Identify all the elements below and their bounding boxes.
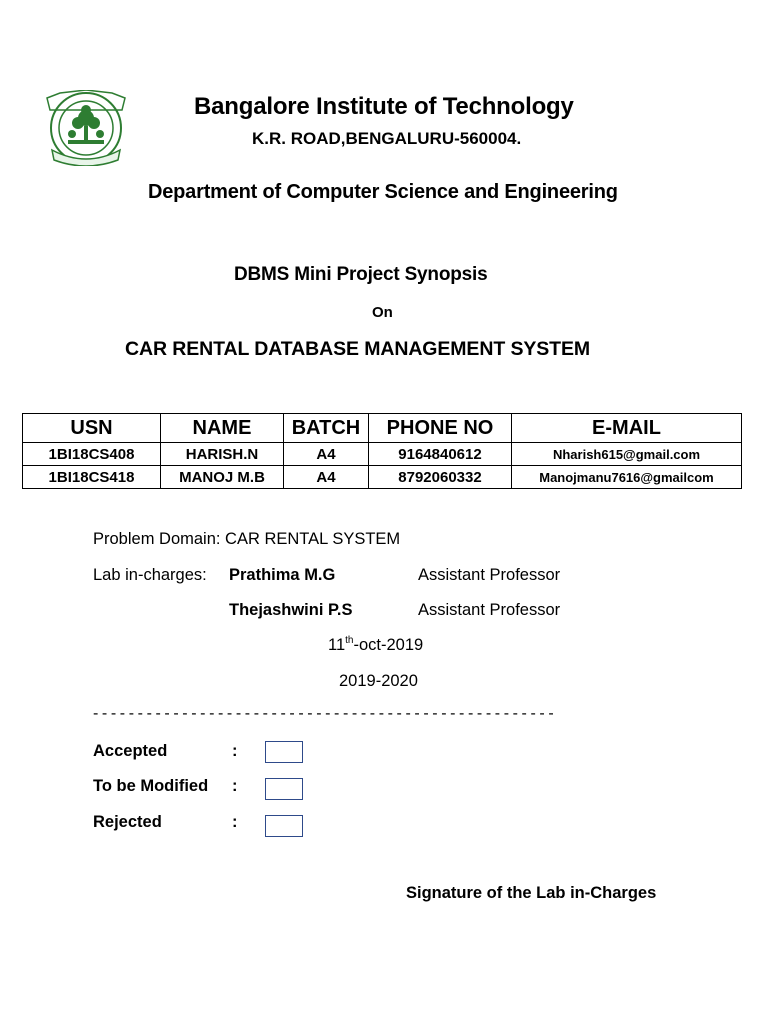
team-table [22, 413, 742, 489]
table-row [23, 443, 742, 466]
project-title: CAR RENTAL DATABASE MANAGEMENT SYSTEM [125, 338, 591, 360]
column-header-phone: PHONE NO [369, 414, 512, 443]
table-header-row [23, 414, 742, 443]
institution-name: Bangalore Institute of Technology [194, 93, 574, 120]
lab-incharge-name: Prathima M.G [229, 566, 336, 584]
name-cell: MANOJ M.B [161, 466, 284, 489]
academic-year: 2019-2020 [339, 672, 418, 690]
date-month-year: -oct-2019 [353, 636, 424, 654]
status-colon: : [232, 742, 238, 760]
email-cell: Manojmanu7616@gmailcom [512, 466, 742, 489]
accepted-checkbox[interactable] [265, 741, 303, 763]
status-accepted-label: Accepted [93, 742, 168, 760]
lab-incharge-role: Assistant Professor [418, 566, 561, 584]
phone-cell: 8792060332 [369, 466, 512, 489]
problem-domain: Problem Domain: CAR RENTAL SYSTEM [93, 530, 401, 548]
batch-cell: A4 [284, 466, 369, 489]
date-ordinal-suffix: th [345, 635, 354, 646]
lab-incharges-label: Lab in-charges: [93, 566, 207, 584]
college-emblem-icon [42, 90, 130, 166]
submission-date [328, 636, 423, 655]
dashed-separator: ---------------------------------------------------- [93, 705, 558, 722]
status-rejected-label: Rejected [93, 813, 162, 831]
rejected-checkbox[interactable] [265, 815, 303, 837]
name-cell: HARISH.N [161, 443, 284, 466]
lab-incharge-role: Assistant Professor [418, 601, 561, 619]
phone-cell: 9164840612 [369, 443, 512, 466]
usn-cell: 1BI18CS418 [23, 466, 161, 489]
signature-label: Signature of the Lab in-Charges [406, 884, 657, 902]
institution-address: K.R. ROAD,BENGALURU-560004. [252, 129, 522, 148]
status-colon: : [232, 813, 238, 831]
document-type: DBMS Mini Project Synopsis [234, 264, 488, 285]
date-day: 11 [328, 636, 346, 654]
table-row [23, 466, 742, 489]
on-label: On [372, 304, 393, 321]
column-header-name: NAME [161, 414, 284, 443]
batch-cell: A4 [284, 443, 369, 466]
column-header-email: E-MAIL [512, 414, 742, 443]
to-be-modified-checkbox[interactable] [265, 778, 303, 800]
status-modified-label: To be Modified [93, 777, 209, 795]
email-cell: Nharish615@gmail.com [512, 443, 742, 466]
department-name: Department of Computer Science and Engineering [148, 181, 618, 203]
lab-incharge-name: Thejashwini P.S [229, 601, 353, 619]
column-header-batch: BATCH [284, 414, 369, 443]
status-colon: : [232, 777, 238, 795]
usn-cell: 1BI18CS408 [23, 443, 161, 466]
column-header-usn: USN [23, 414, 161, 443]
